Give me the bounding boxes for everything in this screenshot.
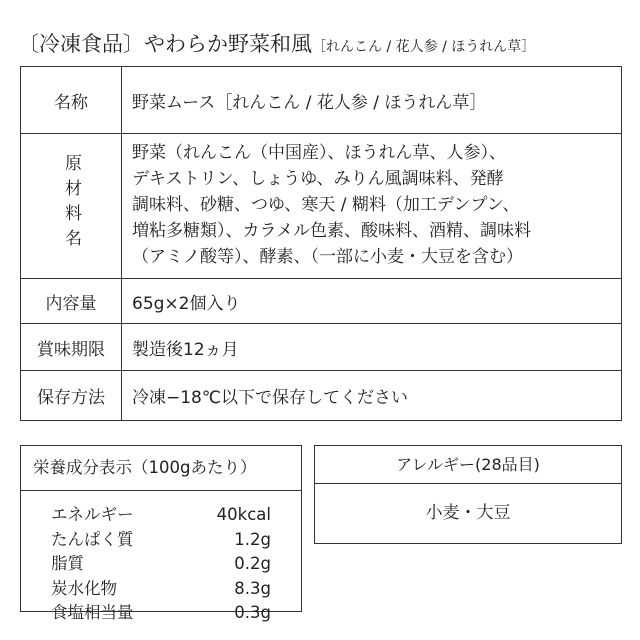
row-label: 賞味期限 [21,324,122,371]
nutrition-row [21,503,301,528]
nutrient-value: 8.3g [234,578,271,598]
table-row [21,324,622,371]
nutrient-name: 脂質 [51,554,84,573]
ingredients [122,134,622,279]
row-label-cell [21,134,122,279]
table-row [21,371,622,421]
row-label: 名称 [21,67,122,134]
row-value: 65g×2個入り [122,279,622,324]
row-label: 保存方法 [21,371,122,421]
ingredient-line: 調味料、砂糖、つゆ、寒天 / 糊料（加工デンプン、 [132,195,520,215]
nutrient-value: 0.2g [234,554,271,573]
title-sub: ［れんこん / 花人参 / ほうれん草］ [312,39,536,55]
nutrient-name: 炭水化物 [51,578,117,598]
nutrient-name: 食塩相当量 [51,603,134,622]
nutrition-row [21,552,301,577]
table-row [21,134,622,279]
ingredient-line: 増粘多糖類）、カラメル色素、酸味料、酒精、調味料 [132,221,531,241]
row-value: 製造後12ヵ月 [122,324,622,371]
title-main: 〔冷凍食品〕やわらか野菜和風 [18,32,312,56]
nutrient-value: 1.2g [234,529,271,549]
table-row [21,279,622,324]
row-label: 原材料名 [61,153,81,254]
row-label: 内容量 [21,279,122,324]
ingredient-line: （アミノ酸等）、酵素、（一部に小麦・大豆を含む） [132,247,523,267]
allergy-value: 小麦・大豆 [425,503,511,523]
product-title [18,28,535,58]
nutrition-row [21,601,301,626]
nutrition-row [21,577,301,602]
table-row [21,67,622,134]
nutrient-name: たんぱく質 [51,529,134,549]
ingredient-line: デキストリン、しょうゆ、みりん風調味料、発酵 [132,169,504,189]
nutrient-value: 40kcal [216,505,271,524]
nutrition-row [21,528,301,553]
allergy-box [314,445,622,544]
row-value: 冷凍−18℃以下で保存してください [122,371,622,421]
nutrition-header: 栄養成分表示（100gあたり） [21,446,301,491]
row-value: 野菜ムース［れんこん / 花人参 / ほうれん草］ [122,67,622,134]
ingredient-line: 野菜（れんこん（中国産）、ほうれん草、人参）、 [132,143,506,163]
label-table [20,66,622,421]
nutrient-value: 0.3g [234,603,271,622]
nutrient-name: エネルギー [51,505,134,524]
allergy-header: アレルギー(28品目) [315,446,621,484]
nutrition-box [20,445,302,622]
